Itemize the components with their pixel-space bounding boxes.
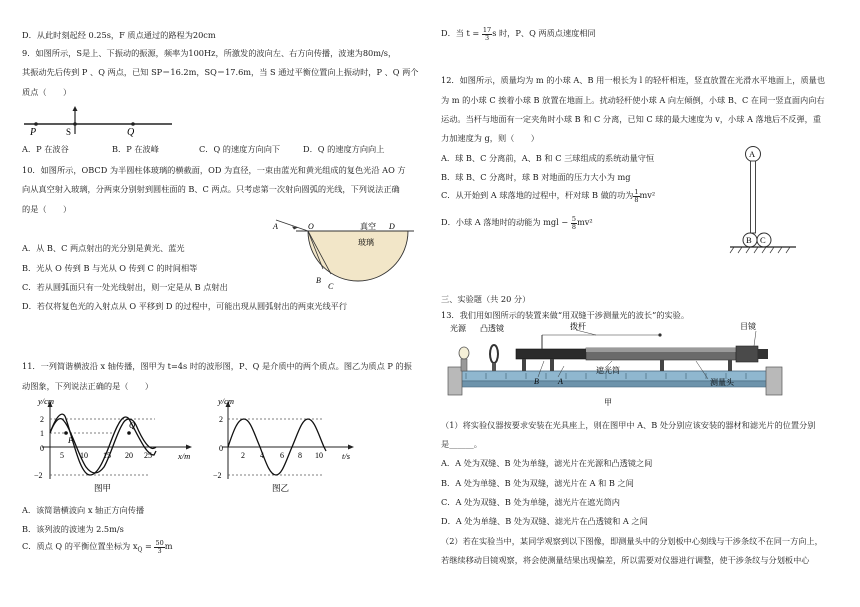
q13-stem-line1: 13．我们用如图所示的装置来做“用双缝干涉测量光的波长”的实验。 [441,310,690,320]
q11d-pre: D．当 t = [441,28,482,38]
q11b-xtick-8: 8 [298,451,302,460]
q13-label-a: A [558,377,563,386]
q13-sub2-line2: 若继续移动目镜观察，将会使测量结果出现偏差，所以需要对仪器进行调整，使干涉条纹与分划板中心 [441,555,810,565]
q10-option-b: B．光从 O 传到 B 与光从 O 传到 C 的时间相等 [22,263,198,273]
q11-option-c [22,540,173,554]
q12-stem-line3: 运动。当杆与地面有一定夹角时小球 B 和 C 分离，已知 C 球的最大速度为 v，小球 A 落地后不反弹，重 [441,114,822,124]
q11-option-c-fraction [154,540,164,554]
q12-option-c-post: mv² [639,190,656,200]
q10-label-c: C [328,282,334,291]
q11-option-c-num: 50 [155,539,164,547]
q9-option-a: A．P 在波谷 [22,144,69,154]
q11b-xtick-2: 2 [241,451,245,460]
q9-stem-line1: 9．如图所示，S是上、下振动的振源，频率为100Hz，所激发的波向左、右方向传播，波速为80m/s， [22,48,397,58]
q10-label-d: D [389,222,395,231]
q12-option-c-num: 1 [634,188,639,196]
q11b-xtick-10: 10 [315,451,323,460]
q13-caption: 甲 [604,398,612,407]
section-3-heading: 三、实验题（共 20 分） [441,294,531,304]
q12-option-d [441,216,593,230]
q10-label-a: A [273,222,278,231]
q9-stem-line2: 其振动先后传到 P 、Q 两点，已知 SP＝16.2m，SQ＝17.6m，当 S 通过平衡位置向上振动时，P 、Q 两个 [22,67,419,77]
q13-option-b: B．A 处为单缝、B 处为双缝，滤光片在 A 和 B 之间 [441,478,634,488]
q10-stem-line1: 10．如图所示，OBCD 为半圆柱体玻璃的横截面，OD 为直径，一束由蓝光和黄光组成的复色光沿 AO 方 [22,165,406,175]
q12-rod-balls-figure [724,144,804,256]
q11a-xtick-15: 15 [103,451,111,460]
q13-option-c: C．A 处为双缝、B 处为单缝，滤光片在遮光筒内 [441,497,620,507]
q9-option-d: D．Q 的速度方向向上 [303,144,385,154]
q9-option-c: C．Q 的速度方向向下 [199,144,281,154]
q9-label-p: P [30,127,37,138]
q11a-label-q: Q [129,420,136,430]
q10-label-vacuum: 真空 [360,222,376,231]
q9-wave-source-figure [22,104,182,136]
q11a-ylabel: y/cm [38,396,55,406]
q11-option-c-text: C．质点 Q 的平衡位置坐标为 x [22,541,138,551]
q11-option-b: B．该列波的波速为 2.5m/s [22,524,124,534]
q12-option-b: B．球 B、C 分离时，球 B 对地面的压力大小为 mg [441,172,631,182]
q11b-xtick-4: 4 [260,451,264,460]
q12-option-d-text: D．小球 A 落地时的动能为 mgl − [441,217,571,227]
q13-sub1-line1: （1）将实验仪器按要求安装在光具座上，则在图甲中 A、B 处分别应该安装的器材和滤光片的位置分别 [441,420,816,430]
q11-option-c-den: 3 [157,546,162,555]
q11a-xtick-10: 10 [80,451,88,460]
q13-double-slit-apparatus [446,321,784,407]
q11b-caption: 图乙 [272,483,290,493]
q11d-num: 17 [482,26,492,34]
q12-option-d-num: 5 [571,215,576,223]
q13-option-d: D．A 处为单缝、B 处为双缝、滤光片在凸透镜和 A 之间 [441,516,648,526]
q10-label-glass: 玻璃 [358,238,374,247]
q11-option-a: A．该简谐横波向 x 轴正方向传播 [22,505,145,515]
q12-option-c-text: C．从开始到 A 球落地的过程中，杆对球 B 做的功为 [441,190,634,200]
q10-label-o: O [308,222,314,231]
q9-stem-line3: 质点（ ） [22,87,72,97]
q11a-xlabel: x/m [178,451,191,461]
q13-label-b: B [534,377,539,386]
q11-stem-line1: 11．一列简谐横波沿 x 轴传播，图甲为 t=4s 时的波形图，P、Q 是介质中的两个质点。图乙为质点 P 的振 [22,361,412,371]
q12-label-c: C [760,235,766,245]
q12-option-d-den: 8 [571,222,576,231]
q11-vibration-chart [214,395,374,495]
q12-stem-line1: 12．如图所示，质量均为 m 的小球 A、B 用一根长为 l 的轻杆相连，竖直放置在光滑水平地面上，质量也 [441,75,826,85]
q11a-xtick-20: 20 [125,451,133,460]
q10-label-b: B [316,276,321,285]
q11a-ytick-1: 1 [40,429,44,438]
q13-label-lever: 拨杆 [570,322,586,331]
q12-option-c [441,189,655,203]
q11d-post: s 时，P、Q 两质点速度相同 [492,28,596,38]
q11a-xtick-5: 5 [60,451,64,460]
q10-half-cylinder-figure [268,217,416,291]
q8-option-d: D．从此时刻起经 0.25s，F 质点通过的路程为20cm [22,30,216,40]
q10-stem-line2: 向从真空射入玻璃，分两束分别射到圆柱面的 B、C 两点。只考虑第一次射向圆弧的光线，下列说法正确 [22,184,400,194]
q11b-xlabel: t/s [342,451,351,461]
q11b-xtick-6: 6 [280,451,284,460]
q9-label-q: Q [127,127,135,138]
q11a-ytick-0: 0 [40,444,44,453]
q12-stem-line2: 为 m 的小球 C 挨着小球 B 放置在地面上。扰动轻杆使小球 A 向左倾倒，小球 B、C 在同一竖直面内向右 [441,95,825,105]
q12-stem-line4: 力加速度为 g，则（ ） [441,133,539,143]
q11b-ytick-neg2: −2 [213,471,222,480]
q10-option-c: C．若从圆弧面只有一处光线射出，则一定是从 B 点射出 [22,282,228,292]
q13-label-eyepiece: 目镜 [740,322,756,331]
q11-option-d [441,27,596,41]
q12-option-c-den: 8 [634,195,639,204]
q13-sub1-line2: 是______。 [441,439,482,449]
q11-stem-line2: 动图象，下列说法正确的是（ ） [22,381,154,391]
q13-label-light-source: 光源 [450,324,466,333]
q11-option-c-unit: m [164,541,173,551]
q11d-fraction [482,27,492,41]
q11b-ytick-0: 0 [219,444,223,453]
q11a-label-p: P [68,435,74,445]
q10-option-a: A．从 B、C 两点射出的光分别是黄光、蓝光 [22,243,185,253]
q12-label-a: A [749,149,756,159]
q12-option-a: A．球 B、C 分离前，A、B 和 C 三球组成的系统动量守恒 [441,153,655,163]
q11-option-c-sub: Q [137,546,143,554]
q12-label-b: B [746,235,752,245]
q13-label-lens: 凸透镜 [480,324,504,333]
q13-label-measuring-head: 测量头 [710,378,734,387]
q13-label-tube: 遮光筒 [596,366,620,375]
q13-option-a: A．A 处为双缝、B 处为单缝，滤光片在光源和凸透镜之间 [441,458,653,468]
q11-option-c-eq: = [142,541,155,551]
q11a-ytick-neg2: −2 [34,471,43,480]
q9-option-b: B．P 在波峰 [112,144,159,154]
q11a-xtick-25: 25 [144,451,152,460]
q12-option-d-post: mv² [577,217,593,227]
q11d-den: 3 [484,33,490,42]
q10-stem-line3: 的是（ ） [22,204,72,214]
q11a-ytick-2: 2 [40,415,44,424]
q11b-ylabel: y/cm [218,396,235,406]
q11-waveform-chart [30,395,200,495]
q10-option-d: D．若仅将复色光的入射点从 O 平移到 D 的过程中，可能出现从圆弧射出的两束光线平行 [22,301,348,311]
q11a-caption: 图甲 [94,483,112,493]
q13-sub2-line1: （2）若在实验当中，某同学观察到以下图像，即测量头中的分划板中心刻线与干涉条纹不在同一方向上， [441,536,823,546]
q11b-ytick-2: 2 [219,415,223,424]
q9-label-s: S [66,127,72,137]
